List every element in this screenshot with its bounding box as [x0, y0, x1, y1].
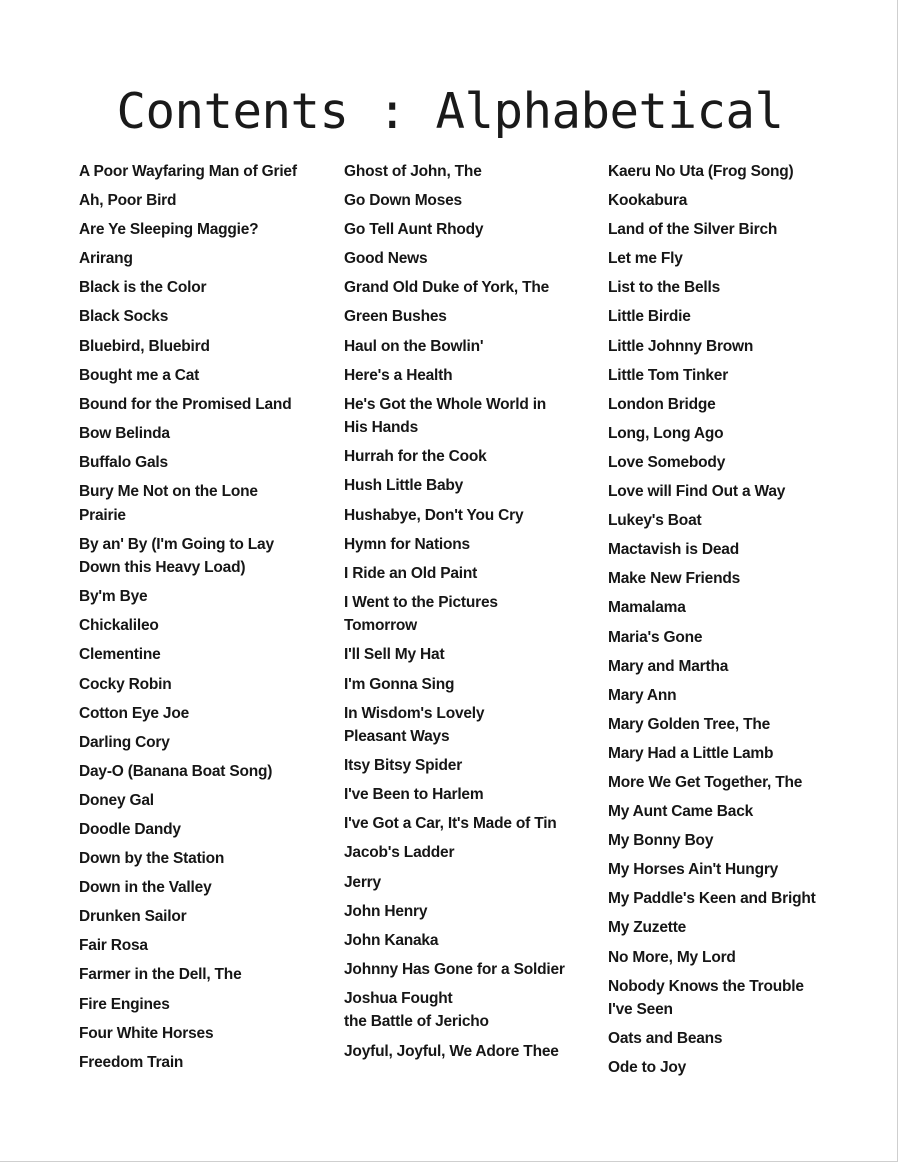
contents-entry-text: London Bridge — [608, 395, 716, 413]
contents-entry-text: Love Somebody — [608, 453, 726, 471]
contents-entry-text: Lukey's Boat — [608, 512, 702, 530]
contents-entry-text: Down this Heavy Load) — [79, 559, 246, 577]
contents-entry — [79, 731, 319, 755]
contents-entry-text: Hurrah for the Cook — [344, 448, 487, 466]
contents-entry — [79, 247, 319, 271]
contents-entry — [79, 934, 319, 958]
contents-entry — [344, 533, 584, 557]
contents-entry — [344, 218, 584, 242]
contents-entry-text: Little Johnny Brown — [608, 337, 754, 355]
contents-entry — [79, 1051, 319, 1075]
contents-entry — [608, 771, 878, 795]
contents-entry-text: Doney Gal — [79, 791, 154, 809]
contents-entry-text: No More, My Lord — [608, 948, 736, 966]
contents-entry-text: Green Bushes — [344, 308, 447, 326]
contents-entry-text: Freedom Train — [79, 1053, 184, 1071]
contents-entry-text: Buffalo Gals — [79, 453, 168, 471]
contents-entry — [79, 305, 319, 329]
contents-entry — [608, 713, 878, 737]
contents-entry — [344, 958, 584, 982]
contents-entry — [608, 276, 878, 300]
contents-entry — [344, 305, 584, 329]
contents-entry — [344, 445, 584, 469]
contents-entry-text: Make New Friends — [608, 570, 741, 588]
contents-entry — [608, 451, 878, 475]
contents-entry-text: I've Seen — [608, 1001, 673, 1019]
contents-entry — [344, 929, 584, 953]
contents-entry — [608, 393, 878, 417]
contents-entry — [79, 276, 319, 300]
contents-entry-text: Mary Golden Tree, The — [608, 715, 771, 733]
contents-entry — [344, 783, 584, 807]
contents-entry-text: Clementine — [79, 646, 161, 664]
contents-entry — [79, 818, 319, 842]
contents-entry-text: Hushabye, Don't You Cry — [344, 506, 524, 524]
contents-entry — [79, 963, 319, 987]
contents-entry — [344, 900, 584, 924]
contents-entry-text: Hush Little Baby — [344, 477, 464, 495]
contents-entry-text: Day-O (Banana Boat Song) — [79, 762, 273, 780]
contents-entry — [344, 643, 584, 667]
contents-entry-text: Love will Find Out a Way — [608, 483, 786, 501]
contents-entry-text: List to the Bells — [608, 279, 721, 297]
contents-entry — [79, 218, 319, 242]
contents-entry-text: Nobody Knows the Trouble — [608, 977, 804, 995]
contents-entry-text: Prairie — [79, 506, 126, 524]
contents-entry-text: Darling Cory — [79, 733, 170, 751]
contents-entry — [608, 916, 878, 940]
contents-entry — [608, 742, 878, 766]
contents-entry — [344, 247, 584, 271]
page-title: Contents : Alphabetical — [116, 83, 784, 140]
contents-entry-text: Kookabura — [608, 192, 688, 210]
contents-entry — [344, 393, 584, 440]
contents-entry — [344, 702, 584, 749]
contents-entry — [79, 643, 319, 667]
contents-entry-text: Ode to Joy — [608, 1059, 687, 1077]
contents-entry-text: Farmer in the Dell, The — [79, 966, 242, 984]
contents-entry-text: I'm Gonna Sing — [344, 675, 455, 693]
contents-entry-text: Cocky Robin — [79, 675, 172, 693]
contents-entry-text: Bury Me Not on the Lone — [79, 483, 258, 501]
contents-entry-text: Here's a Health — [344, 366, 453, 384]
contents-entry-text: I Ride an Old Paint — [344, 564, 478, 582]
contents-entry — [608, 422, 878, 446]
contents-entry — [79, 905, 319, 929]
contents-entry — [608, 218, 878, 242]
contents-entry — [608, 626, 878, 650]
contents-entry — [608, 887, 878, 911]
contents-entry — [79, 993, 319, 1017]
contents-entry-text: Black is the Color — [79, 279, 207, 297]
contents-entry-text: Go Tell Aunt Rhody — [344, 221, 484, 239]
contents-entry — [344, 871, 584, 895]
contents-entry-text: My Zuzette — [608, 919, 687, 937]
contents-entry — [608, 538, 878, 562]
contents-entry-text: Jacob's Ladder — [344, 844, 455, 862]
contents-entry — [79, 789, 319, 813]
contents-entry-text: Black Socks — [79, 308, 169, 326]
contents-entry — [344, 504, 584, 528]
contents-entry-text: Hymn for Nations — [344, 535, 470, 553]
contents-entry-text: Maria's Gone — [608, 628, 703, 646]
contents-entry — [608, 189, 878, 213]
contents-entry-text: Mary Ann — [608, 686, 677, 704]
contents-entry-text: Let me Fly — [608, 250, 683, 268]
contents-entry-text: My Horses Ain't Hungry — [608, 861, 779, 879]
contents-entry-text: Cotton Eye Joe — [79, 704, 190, 722]
contents-entry — [608, 364, 878, 388]
contents-entry — [79, 876, 319, 900]
contents-entry-text: John Kanaka — [344, 931, 439, 949]
contents-entry-text: John Henry — [344, 902, 428, 920]
contents-entry — [79, 189, 319, 213]
contents-entry — [344, 189, 584, 213]
contents-entry-text: Arirang — [79, 250, 133, 268]
contents-entry-text: Down by the Station — [79, 850, 225, 868]
contents-entry-text: Go Down Moses — [344, 192, 462, 210]
contents-entry — [608, 335, 878, 359]
contents-entry — [79, 451, 319, 475]
contents-entry — [344, 673, 584, 697]
contents-entry-text: Long, Long Ago — [608, 424, 724, 442]
contents-entry-text: Chickalileo — [79, 617, 159, 635]
contents-entry — [608, 1056, 878, 1080]
contents-entry-text: Bound for the Promised Land — [79, 395, 292, 413]
contents-entry-text: Ah, Poor Bird — [79, 192, 177, 210]
contents-entry-text: Fire Engines — [79, 995, 170, 1013]
contents-entry-text: Oats and Beans — [608, 1030, 723, 1048]
contents-entry-text: My Paddle's Keen and Bright — [608, 890, 816, 908]
contents-entry-text: A Poor Wayfaring Man of Grief — [79, 163, 297, 180]
contents-entry — [344, 987, 584, 1034]
contents-entry-text: Drunken Sailor — [79, 908, 187, 926]
contents-entry — [608, 829, 878, 853]
contents-entry-text: Four White Horses — [79, 1024, 214, 1042]
contents-entry — [608, 1027, 878, 1051]
contents-entry — [608, 247, 878, 271]
contents-entry — [79, 364, 319, 388]
contents-column-1 — [79, 160, 319, 1080]
contents-entry-text: My Bonny Boy — [608, 832, 714, 850]
contents-entry — [608, 567, 878, 591]
contents-entry-text: I've Been to Harlem — [344, 786, 484, 804]
contents-entry-text: In Wisdom's Lovely — [344, 704, 485, 722]
contents-entry — [344, 812, 584, 836]
contents-entry-text: Fair Rosa — [79, 937, 148, 955]
contents-entry — [79, 533, 319, 580]
contents-entry — [344, 841, 584, 865]
contents-entry-text: Joyful, Joyful, We Adore Thee — [344, 1042, 559, 1060]
contents-entry — [79, 480, 319, 527]
contents-entry — [608, 684, 878, 708]
contents-entry — [344, 160, 584, 184]
contents-entry-text: Little Birdie — [608, 308, 691, 326]
contents-entry-text: Itsy Bitsy Spider — [344, 757, 463, 775]
contents-entry-text: He's Got the Whole World in — [344, 395, 547, 413]
contents-entry-text: Are Ye Sleeping Maggie? — [79, 221, 259, 239]
contents-entry-text: By an' By (I'm Going to Lay — [79, 535, 274, 553]
contents-entry-text: Ghost of John, The — [344, 163, 482, 180]
contents-entry — [344, 276, 584, 300]
contents-entry-text: Little Tom Tinker — [608, 366, 729, 384]
contents-entry — [344, 474, 584, 498]
contents-entry-text: Jerry — [344, 873, 381, 891]
contents-entry-text: Kaeru No Uta (Frog Song) — [608, 163, 794, 180]
contents-column-2 — [344, 160, 584, 1069]
contents-entry — [79, 422, 319, 446]
contents-entry — [344, 364, 584, 388]
contents-entry-text: Bow Belinda — [79, 424, 170, 442]
contents-entry-text: Mary and Martha — [608, 657, 729, 675]
contents-entry — [608, 160, 878, 184]
contents-entry-text: His Hands — [344, 419, 418, 437]
contents-entry-text: Good News — [344, 250, 428, 268]
contents-entry — [344, 562, 584, 586]
contents-entry-text: Tomorrow — [344, 617, 418, 635]
contents-entry — [608, 480, 878, 504]
contents-entry-text: More We Get Together, The — [608, 773, 803, 791]
contents-entry-text: Mamalama — [608, 599, 686, 617]
contents-entry-text: By'm Bye — [79, 588, 148, 606]
contents-entry — [79, 847, 319, 871]
contents-entry — [79, 585, 319, 609]
contents-entry — [608, 800, 878, 824]
contents-entry — [344, 591, 584, 638]
contents-entry — [608, 509, 878, 533]
contents-entry — [608, 305, 878, 329]
contents-entry — [608, 858, 878, 882]
contents-entry — [79, 160, 319, 184]
contents-entry — [344, 1040, 584, 1064]
contents-entry — [79, 702, 319, 726]
contents-entry-text: I'll Sell My Hat — [344, 646, 445, 664]
contents-entry — [79, 335, 319, 359]
contents-entry-text: Pleasant Ways — [344, 728, 450, 746]
contents-entry — [79, 760, 319, 784]
contents-entry — [608, 596, 878, 620]
contents-entry-text: Johnny Has Gone for a Soldier — [344, 960, 565, 978]
contents-entry — [79, 393, 319, 417]
contents-entry-text: I Went to the Pictures — [344, 593, 498, 611]
contents-entry — [608, 975, 878, 1022]
contents-entry — [79, 1022, 319, 1046]
contents-entry-text: Mary Had a Little Lamb — [608, 744, 774, 762]
contents-entry-text: Bought me a Cat — [79, 366, 200, 384]
contents-entry-text: the Battle of Jericho — [344, 1013, 489, 1031]
contents-entry-text: Grand Old Duke of York, The — [344, 279, 550, 297]
contents-entry-text: My Aunt Came Back — [608, 803, 754, 821]
contents-entry-text: I've Got a Car, It's Made of Tin — [344, 815, 557, 833]
contents-entry — [79, 614, 319, 638]
contents-entry-text: Land of the Silver Birch — [608, 221, 778, 239]
contents-entry — [344, 754, 584, 778]
contents-entry-text: Down in the Valley — [79, 879, 212, 897]
contents-entry-text: Haul on the Bowlin' — [344, 337, 484, 355]
contents-column-3 — [608, 160, 878, 1085]
contents-entry — [79, 673, 319, 697]
contents-entry-text: Mactavish is Dead — [608, 541, 739, 559]
contents-entry — [608, 946, 878, 970]
contents-entry — [344, 335, 584, 359]
contents-entry-text: Doodle Dandy — [79, 820, 181, 838]
contents-entry-text: Bluebird, Bluebird — [79, 337, 210, 355]
contents-entry-text: Joshua Fought — [344, 989, 453, 1007]
contents-entry — [608, 655, 878, 679]
